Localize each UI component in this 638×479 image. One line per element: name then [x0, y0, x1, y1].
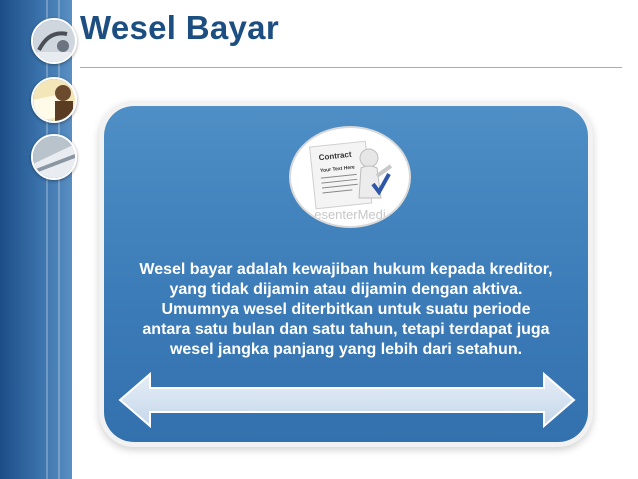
- logo-caption: esenterMedi: [314, 207, 386, 222]
- contract-figure-icon: [289, 126, 411, 228]
- logo-heading: Contract: [318, 149, 352, 163]
- double-arrow-icon: [118, 372, 576, 428]
- logo-subheading: Your Text Here: [319, 164, 356, 175]
- stethoscope-icon: [31, 18, 77, 64]
- sidebar-stripe: [46, 0, 48, 479]
- title-divider: [80, 67, 622, 68]
- body-paragraph: Wesel bayar adalah kewajiban hukum kepada kreditor, yang tidak dijamin atau dijamin dengan aktiva. Umumnya wesel diterbitkan untuk suatu periode antara satu bulan dan satu tahun, tetapi terdapat juga wesel jangka panjang yang lebih dari setahun.: [139, 261, 553, 358]
- sidebar-band: [0, 0, 72, 479]
- page-title: Wesel Bayar: [80, 9, 279, 46]
- sidebar-stripe: [58, 0, 60, 479]
- person-reading-icon: [31, 77, 77, 123]
- document-icon: [31, 134, 77, 180]
